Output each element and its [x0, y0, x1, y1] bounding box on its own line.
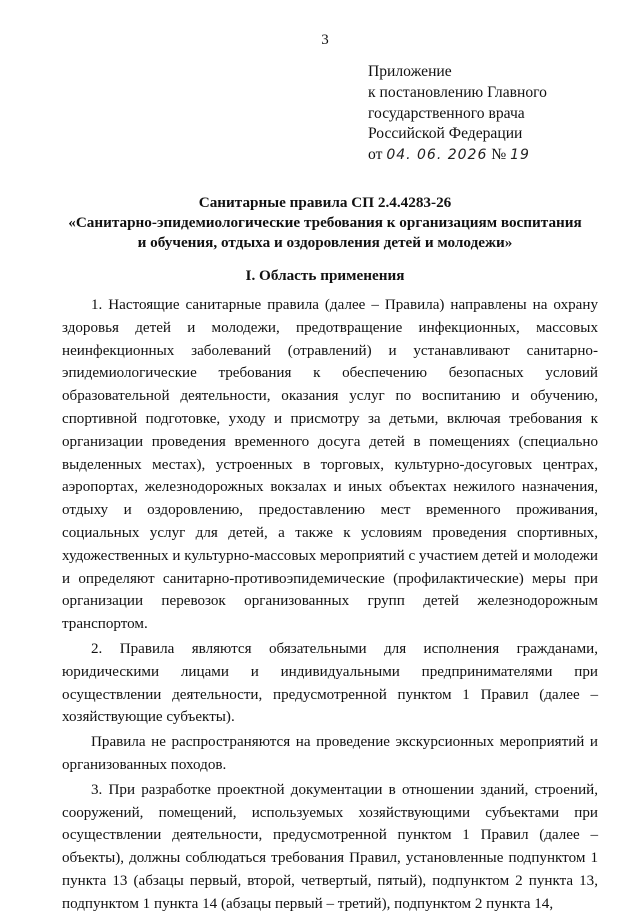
appendix-line-4: Российской Федерации — [368, 125, 523, 143]
section-heading: I. Область применения — [245, 267, 405, 284]
paragraph-2: 2. Правила являются обязательными для исполнения гражданами, юридическими лицами и индивидуальными предпринимателями при осуществлении деятельности, предусмотренной пунктом 1 Правил (далее – хозяйствующие субъекты). — [62, 640, 598, 726]
title-line-3: и обучения, отдыха и оздоровления детей и молодежи» — [137, 234, 513, 251]
title-line-1: Санитарные правила СП 2.4.4283-26 — [198, 194, 452, 211]
title-line-2: «Санитарно-эпидемиологические требования к организациям воспитания — [68, 214, 582, 231]
document-title — [60, 193, 590, 253]
paragraph-3: Правила не распространяются на проведение экскурсионных мероприятий и организованных походов. — [62, 734, 598, 773]
page-number: 3 — [321, 32, 329, 48]
number-label: № — [491, 146, 507, 164]
paragraph-4: 3. При разработке проектной документации в отношении зданий, строений, сооружений, помещений, используемых хозяйствующими субъектами при осуществлении деятельности, предусмотренной пунктом 1 Правил (далее – объекты), должны соблюдаться требования Правил, установленные подпунктом 1 пункта 13 (абзацы первый, второй, четвертый, пятый), подпунктом 2 пункта 13, подпунктом 1 пункта 14 (абзацы первый – третий), подпунктом 2 пункта 14, — [62, 781, 598, 912]
from-label: от — [368, 146, 383, 164]
body-text — [62, 294, 598, 916]
appendix-line-3: государственного врача — [368, 104, 525, 122]
handwritten-date: 04. 06. 2026 — [386, 147, 488, 164]
appendix-line-2: к постановлению Главного — [368, 83, 547, 101]
handwritten-number: 19 — [510, 147, 530, 164]
appendix-date-line — [368, 145, 547, 166]
paragraph-1: 1. Настоящие санитарные правила (далее – Правила) направлены на охрану здоровья детей и молодежи, предотвращение инфекционных, массовых неинфекционных заболеваний (отравлений) и устанавливают санитарно-эпидемиологические требования к обеспечению безопасных условий образовательной деятельности, оказания услуг по воспитанию и обучению, спортивной подготовке, уходу и присмотру за детьми, включая требования к организации проведения временного досуга детей в помещениях (специально выделенных местах), устроенных в торговых, культурно-досуговых центрах, аэропортах, железнодорожных вокзалах и иных объектах нежилого назначения, отдыху и оздоровлению, предоставлению мест временного проживания, социальных услуг для детей, а также к условиям проведения спортивных, художественных и культурно-массовых мероприятий с участием детей и молодежи и определяют санитарно-противоэпидемические (профилактические) меры при организации перевозок организованных групп детей железнодорожным транспортом. — [62, 297, 598, 633]
appendix-block — [368, 62, 547, 166]
appendix-line-1: Приложение — [368, 63, 452, 80]
